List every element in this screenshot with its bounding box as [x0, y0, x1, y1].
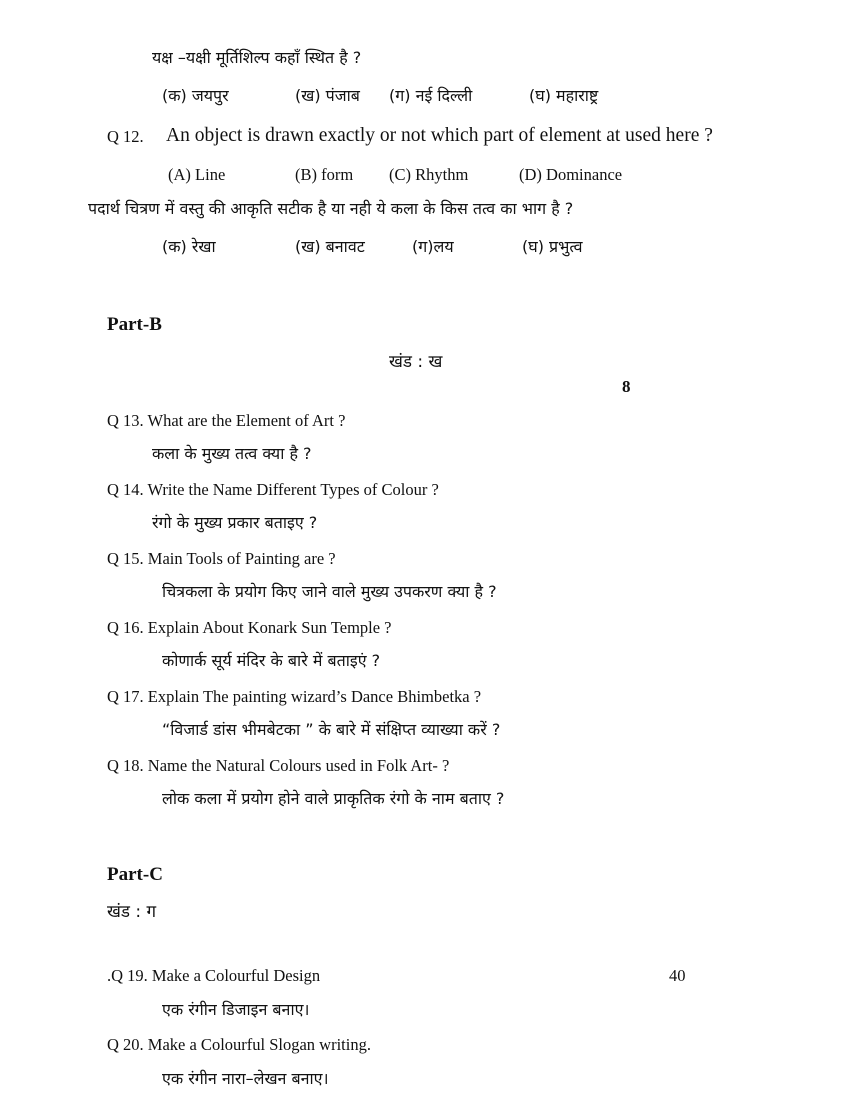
q12-option-b: (B) form — [295, 165, 354, 184]
q11-option-d: (घ) महाराष्ट्र — [529, 86, 599, 105]
q20-english: Q 20. Make a Colourful Slogan writing. — [107, 1035, 371, 1054]
q14-english: Q 14. Write the Name Different Types of Colour ? — [107, 480, 439, 499]
q13-english: Q 13. What are the Element of Art ? — [107, 411, 346, 430]
q12-option-d: (D) Dominance — [519, 165, 623, 184]
q18-hindi: लोक कला में प्रयोग होने वाले प्राकृतिक रंगो के नाम बताए ? — [162, 789, 505, 808]
q18-english: Q 18. Name the Natural Colours used in Folk Art- ? — [107, 756, 450, 775]
q12-number: Q 12. — [107, 127, 144, 146]
part-b-heading: Part-B — [107, 314, 162, 335]
q13-hindi: कला के मुख्य तत्व क्या है ? — [152, 444, 312, 463]
q11-option-b: (ख) पंजाब — [295, 86, 360, 105]
part-b-hindi-heading: खंड : ख — [389, 352, 443, 372]
part-b-marks: 8 — [622, 377, 631, 396]
q16-hindi: कोणार्क सूर्य मंदिर के बारे में बताइएं ? — [162, 651, 381, 670]
part-c-marks: 40 — [669, 966, 686, 985]
q12-hindi-option-a: (क) रेखा — [162, 237, 216, 256]
q12-hindi-option-c: (ग)लय — [412, 237, 454, 256]
q17-english: Q 17. Explain The painting wizard’s Dance Bhimbetka ? — [107, 687, 482, 706]
q11-option-a: (क) जयपुर — [162, 86, 229, 105]
q11-option-c: (ग) नई दिल्ली — [389, 86, 473, 105]
q16-english: Q 16. Explain About Konark Sun Temple ? — [107, 618, 392, 637]
q15-hindi: चित्रकला के प्रयोग किए जाने वाले मुख्य उपकरण क्या है ? — [162, 582, 497, 601]
q15-english: Q 15. Main Tools of Painting are ? — [107, 549, 336, 568]
part-c-heading: Part-C — [107, 864, 163, 885]
q14-hindi: रंगो के मुख्य प्रकार बताइए ? — [152, 513, 318, 532]
q12-english-text: An object is drawn exactly or not which part of element at used here ? — [166, 125, 713, 146]
q12-hindi-text: पदार्थ चित्रण में वस्तु की आकृति सटीक है या नही ये कला के किस तत्व का भाग है ? — [88, 199, 574, 218]
q12-hindi-option-d: (घ) प्रभुत्व — [522, 237, 583, 256]
q19-english: .Q 19. Make a Colourful Design — [107, 966, 321, 985]
q11-hindi-text: यक्ष –यक्षी मूर्तिशिल्प कहाँ स्थित है ? — [152, 48, 362, 67]
q19-hindi: एक रंगीन डिजाइन बनाए। — [162, 1000, 310, 1019]
q12-option-a: (A) Line — [168, 165, 226, 184]
q12-hindi-option-b: (ख) बनावट — [295, 237, 365, 256]
q12-option-c: (C) Rhythm — [389, 165, 469, 184]
q17-hindi: “विजार्ड डांस भीमबेटका ” के बारे में संक्षिप्त व्याख्या करें ? — [162, 720, 501, 739]
part-c-hindi-heading: खंड : ग — [107, 902, 157, 922]
q20-hindi: एक रंगीन नारा–लेखन बनाए। — [162, 1069, 329, 1088]
